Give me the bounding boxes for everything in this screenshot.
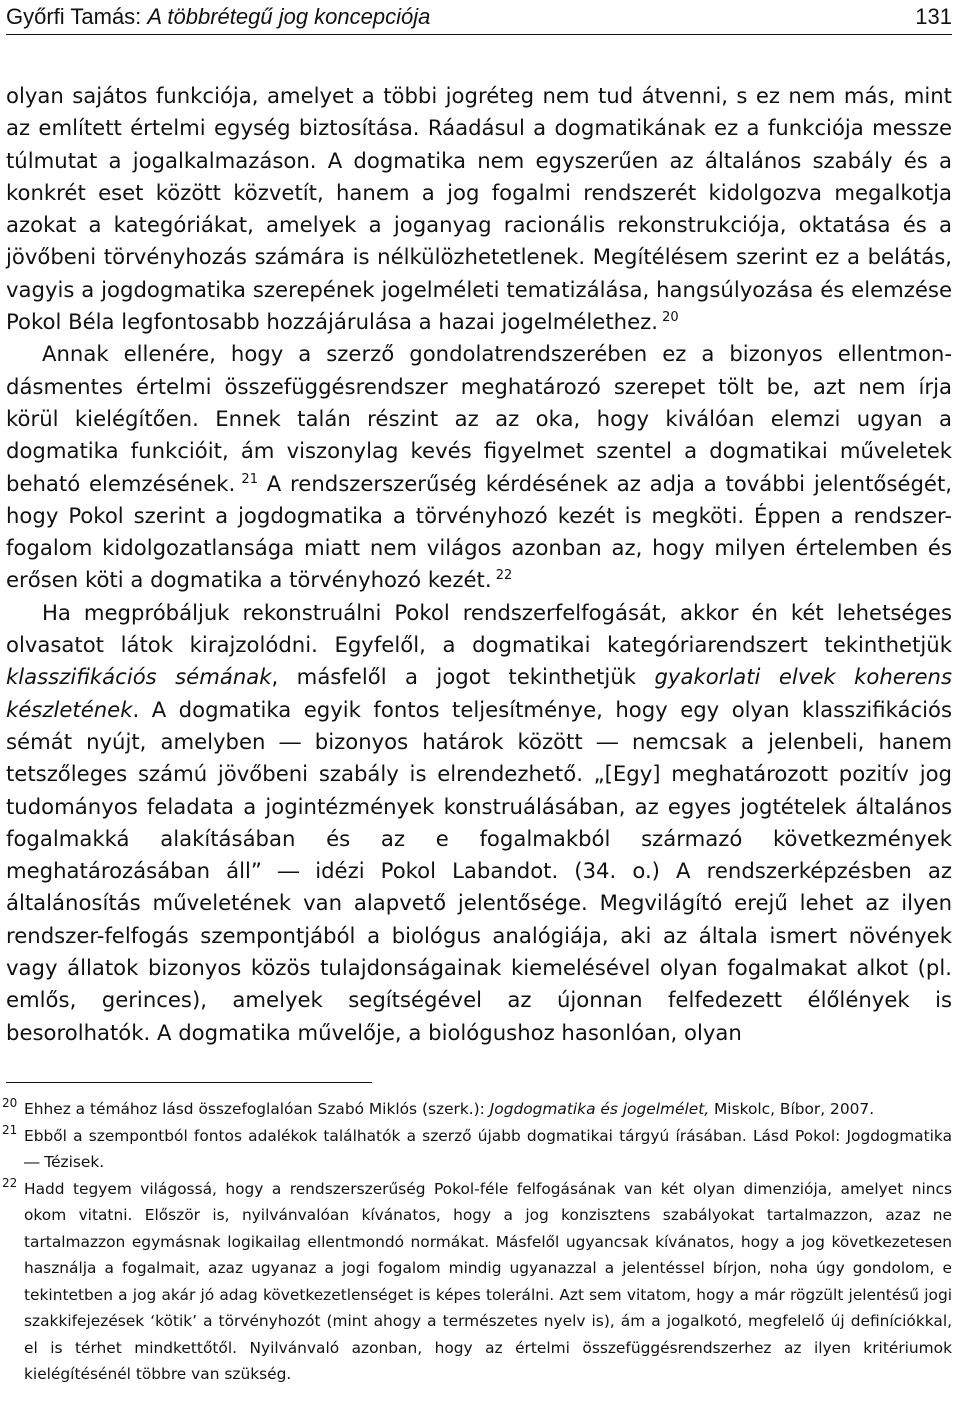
footnote-number: 21 [2, 1122, 18, 1137]
header-book-title: A többrétegű jog koncepciója [147, 4, 431, 29]
header-title [6, 4, 430, 30]
footnote-ref: 21 [235, 471, 258, 487]
body-text [6, 80, 952, 1049]
text-run: Ha megpróbáljuk rekonstruálni Pokol rendszerfelfogását, akkor én két lehetséges olvasatot látok kirajzolódni. Egyfelől, a dogmatikai kategóriarendszert tekinthetjük [6, 599, 952, 658]
paragraph [6, 597, 952, 1049]
header-author: Győrfi Tamás: [6, 4, 148, 29]
text-run: Ehhez a témához lásd összefoglalóan Szabó Miklós (szerk.): [24, 1100, 490, 1118]
italic-term: Jogdogmatika és jogelmélet, [489, 1100, 710, 1118]
footnote-number: 20 [2, 1096, 18, 1110]
footnote [2, 1122, 952, 1176]
footnote-ref: 20 [657, 310, 679, 326]
footnotes [2, 1096, 952, 1388]
footnote-number: 22 [2, 1175, 18, 1190]
text-run: Hadd tegyem világossá, hogy a rendszerszerűség Pokol-féle felfogásának van két olyan dimenziója, amelyet nincs okom vitatni. Először is, nyilvánvalóan kívánatos, hogy a jog konzisztens szabályokat tartalmazzon, azaz ne tartalmazzon egymásnak logikailag ellentmondó normákat. Másfelől ugyancsak kívánatos, hogy a jog következetesen használja a fogalmait, azaz ugyanaz a jogi fogalom mindig ugyanazzal a jelentéssel bírjon, noha úgy gondolom, e tekintetben a jog akár jó adag következetlenséget is képes tolerálni. Azt sem vitatom, hogy a már rögzült jelentésű jogi szakkifejezések ‘kötik’ a törvényhozót (mint ahogy a természetes nyelv is), ám a jogalkotó, megfelelő új definíciókkal, el is térhet mindkettőtől. Nyilvánvaló azonban, hogy az értelmi összefüggésrendszerhez az ilyen kritériumok kielégítésénél többre van szükség. [24, 1179, 952, 1383]
paragraph [6, 80, 952, 338]
running-header [6, 0, 952, 35]
text-run: Ebből a szempontból fontos adalékok találhatók a szerző újabb dogmatikai tárgyú írásában. Lásd Pokol: Jogdogmatika ― Tézisek. [24, 1126, 952, 1171]
text-run: Miskolc, Bíbor, 2007. [709, 1100, 875, 1118]
footnote-text [24, 1127, 952, 1172]
footnote-text [24, 1180, 952, 1384]
text-run: A rendszerszerűség kérdésének az adja a további jelentőségét, hogy Pokol szerint a jogdogmatika a törvényhozó kezét is megköti. Éppen a rendszer-fogalom kidolgozatlansága miatt nem világos azonban az, hogy milyen értelemben és erősen köti a dogmatika a törvényhozó kezét. [6, 470, 952, 593]
italic-term: klasszifikációs sémának [6, 664, 272, 690]
footnote [2, 1096, 952, 1123]
text-run: . A dogmatika egyik fontos teljesítménye, hogy egy olyan klasszifikációs sémát nyújt, amelyben ― bizonyos határok között ― nemcsak a jelenbeli, hanem tetszőleges számú jövőbeni szabály is elrendezhető. „[Egy] meghatározott pozitív jog tudományos feladata a jogintézmények konstruálásában, az egyes jogtételek általános fogalmakká alakításában és az e fogalmakból származó következmények meghatározásában áll” ― idézi Pokol Labandot. (34. o.) A rendszerképzésben az általánosítás műveletének van alapvető jelentősége. Megvilágító erejű lehet az ilyen rendszer-felfogás szempontjából a biológus analógiája, aki az általa ismert növények vagy állatok bizonyos közös tulajdonságainak kiemelésével olyan fogalmakat alkot (pl. emlős, gerinces), amelyek segítségével az újonnan felfedezett élőlények is besorolhatók. A dogmatika művelője, a biológushoz hasonlóan, olyan [6, 696, 952, 1045]
page-number: 131 [915, 4, 952, 29]
italic-term: gyakorlati elvek koherens készletének [6, 664, 952, 722]
text-run: olyan sajátos funkciója, amelyet a többi jogréteg nem tud átvenni, s ez nem más, mint az említett értelmi egység biztosítása. Ráadásul a dogmatikának ez a funkciója messze túlmutat a jogalkalmazáson. A dogmatika nem egyszerűen az általános szabály és a konkrét eset között közvetít, hanem a jog fogalmi rendszerét kidolgozva megalkotja azokat a kategóriákat, amelyek a joganyag racionális rekonstrukciója, oktatása és a jövőbeni törvényhozás számára is nélkülözhetetlenek. Megítélésem szerint ez a belátás, vagyis a jogdogmatika szerepének jogelméleti tematizálása, hangsúlyozása és elemzése Pokol Béla legfontosabb hozzájárulása a hazai jogelmélethez. [6, 83, 952, 335]
footnote-text [24, 1100, 874, 1118]
text-run: , másfelől a jogot tekinthetjük [271, 664, 655, 690]
text-run: Annak ellenére, hogy a szerző gondolatrendszerében ez a bizonyos ellentmondásmentes értelmi összefüggésrendszer meghatározó szerepet tölt be, azt nem írja körül kielégítően. Ennek talán részint az az oka, hogy kiválóan elemzi ugyan a dogmatika funkcióit, ám viszonylag kevés figyelmet szentel a dogmatikai műveletek beható elemzésének. [6, 341, 952, 496]
footnote-ref: 22 [491, 568, 513, 584]
paragraph [6, 338, 952, 596]
footnote-separator [6, 1082, 372, 1083]
footnote [2, 1175, 952, 1388]
